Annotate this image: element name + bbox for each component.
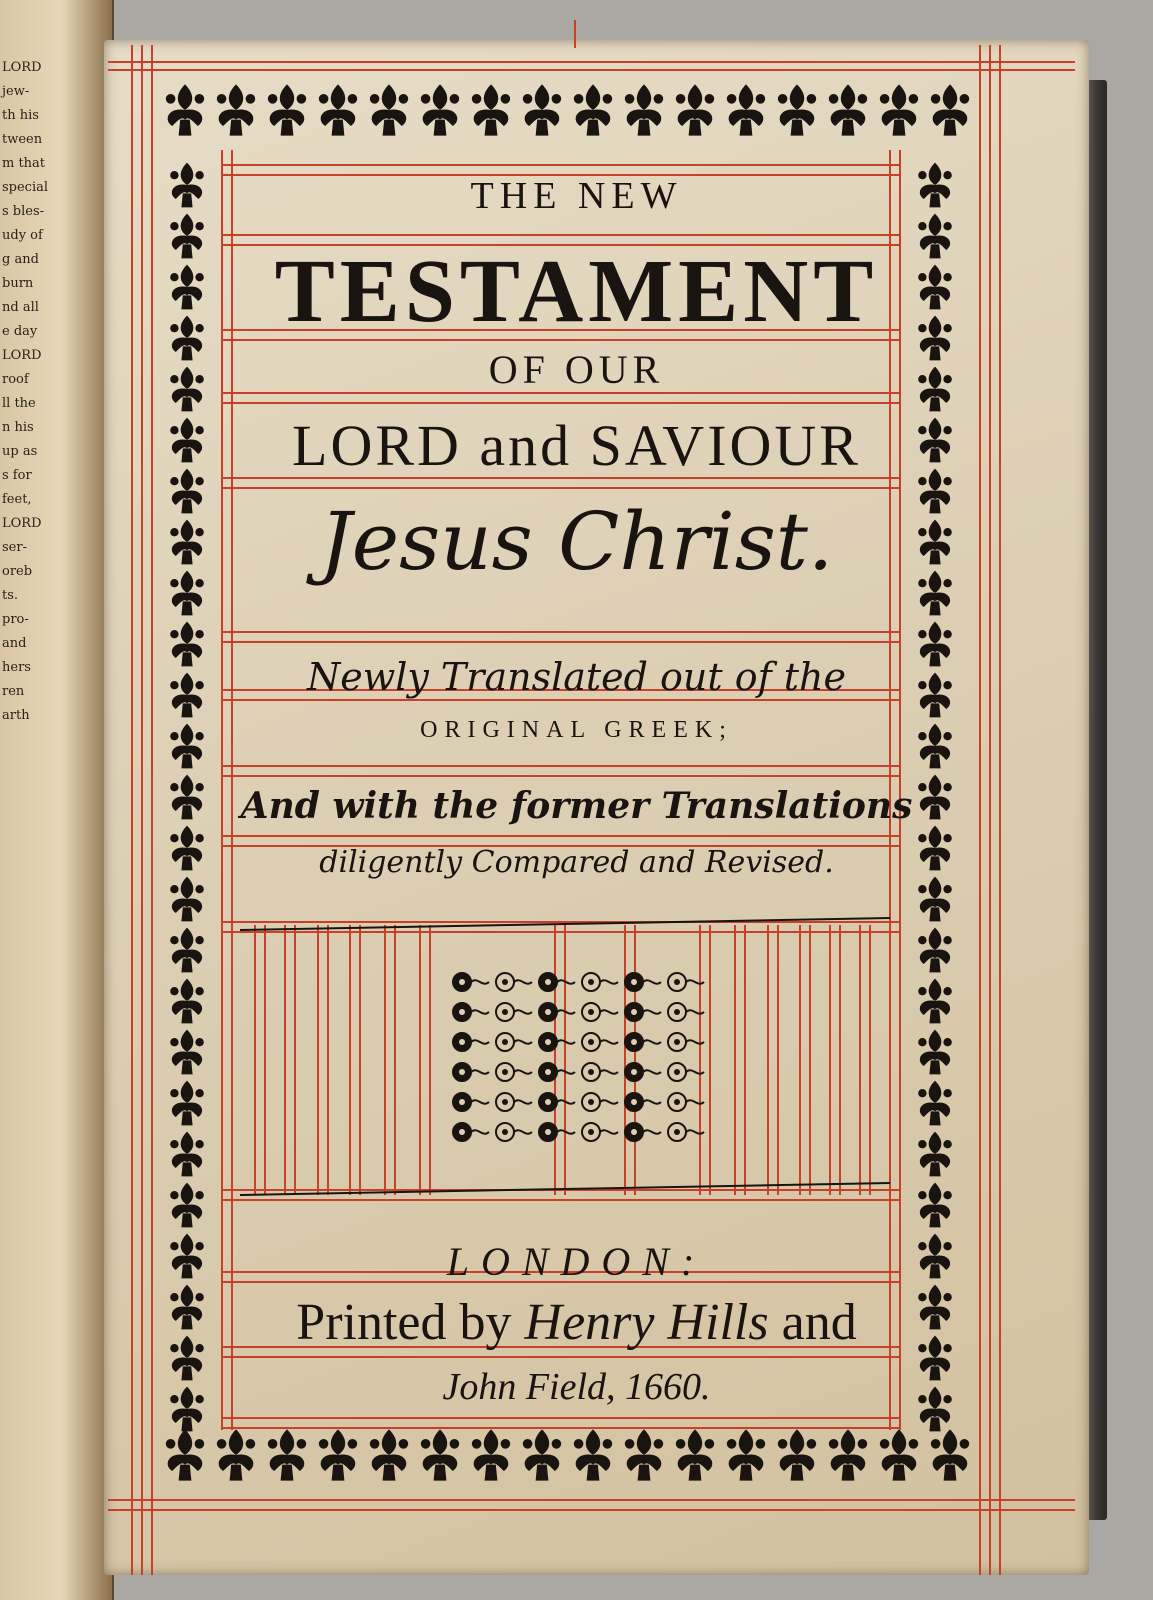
printers-device-knot-icon: [582, 973, 618, 991]
fleuron-ornament-icon: [574, 84, 612, 135]
left-page-text-fragment: LORD: [2, 60, 42, 75]
printers-device-knot-icon: [582, 1063, 618, 1081]
fleuron-ornament-icon: [472, 84, 510, 135]
left-page-text-fragment: e day: [2, 324, 38, 339]
fleuron-ornament-icon: [166, 1429, 204, 1480]
left-page-text-fragment: LORD: [2, 348, 42, 363]
fleuron-ornament-icon: [268, 84, 306, 135]
left-page-text-fragment: oreb: [2, 564, 33, 579]
fleuron-ornament-icon: [918, 877, 952, 922]
printers-device-knot-icon: [453, 1063, 489, 1081]
printers-device-knot-icon: [453, 1033, 489, 1051]
title-line-jesus-christ: Jesus Christ.: [319, 495, 834, 588]
fleuron-ornament-icon: [217, 1429, 255, 1480]
printers-device-knot-icon: [496, 1093, 532, 1111]
left-page-text-fragment: ll the: [2, 396, 36, 411]
fleuron-ornament-icon: [829, 1429, 867, 1480]
printers-device-knot-icon: [625, 1063, 661, 1081]
fleuron-ornament-icon: [676, 84, 714, 135]
fleuron-ornament-icon: [918, 928, 952, 973]
fleuron-ornament-icon: [727, 1429, 765, 1480]
left-page-text-fragment: ser-: [2, 540, 27, 555]
printers-device-knot-icon: [496, 1063, 532, 1081]
fleuron-ornament-icon: [625, 84, 663, 135]
fleuron-ornament-icon: [574, 1429, 612, 1480]
fleuron-ornament-icon: [727, 84, 765, 135]
fleuron-ornament-icon: [778, 84, 816, 135]
fleuron-ornament-icon: [931, 1429, 969, 1480]
printers-device-knot-icon: [625, 1003, 661, 1021]
printers-device-knot-icon: [625, 1033, 661, 1051]
fleuron-ornament-icon: [829, 84, 867, 135]
printers-device-knot-icon: [625, 973, 661, 991]
fleuron-ornament-icon: [370, 1429, 408, 1480]
printers-device-knot-icon: [582, 1123, 618, 1141]
left-page-text-fragment: special: [2, 180, 49, 195]
fleuron-ornament-icon: [472, 1429, 510, 1480]
fleuron-ornament-icon: [421, 1429, 459, 1480]
left-page-text-fragment: udy of: [2, 228, 43, 243]
imprint-printer-name: Henry Hills: [524, 1294, 769, 1351]
fleuron-ornament-icon: [217, 84, 255, 135]
printers-device-knot-icon: [539, 1003, 575, 1021]
fleuron-ornament-icon: [523, 84, 561, 135]
left-page-text-fragment: pro-: [2, 612, 29, 627]
title-line-of-our: OF OUR: [488, 347, 665, 392]
fleuron-ornament-icon: [170, 928, 204, 973]
left-page-text-fragment: roof: [2, 372, 29, 387]
fleuron-ornament-icon: [918, 1132, 952, 1177]
printers-device-knot-icon: [496, 1003, 532, 1021]
left-page-text-fragment: m that: [2, 156, 46, 171]
printers-device-knot-icon: [453, 1093, 489, 1111]
fleuron-ornament-icon: [268, 1429, 306, 1480]
printers-device-knot-icon: [668, 1123, 704, 1141]
left-page-text-fragment: s for: [2, 468, 32, 483]
printers-device-knot-icon: [496, 1033, 532, 1051]
printers-device-knot-icon: [668, 1063, 704, 1081]
printers-device-knot-icon: [668, 1033, 704, 1051]
left-page-text-fragment: s bles-: [2, 204, 45, 219]
fleuron-ornament-icon: [170, 1081, 204, 1126]
printers-device-knot-icon: [453, 1003, 489, 1021]
fleuron-ornament-icon: [523, 1429, 561, 1480]
printers-device-knot-icon: [453, 973, 489, 991]
printers-device-knot-icon: [539, 973, 575, 991]
left-page-text-fragment: hers: [2, 660, 31, 675]
left-page-text-fragment: tween: [2, 132, 43, 147]
left-page-text-fragment: and: [2, 636, 27, 651]
fleuron-ornament-icon: [625, 1429, 663, 1480]
printers-device-knot-icon: [539, 1063, 575, 1081]
fleuron-ornament-icon: [170, 1132, 204, 1177]
fleuron-ornament-icon: [170, 1183, 204, 1228]
printers-device-knot-icon: [668, 1093, 704, 1111]
fleuron-ornament-icon: [880, 84, 918, 135]
fleuron-ornament-icon: [170, 877, 204, 922]
fleuron-ornament-icon: [880, 1429, 918, 1480]
fleuron-ornament-icon: [170, 979, 204, 1024]
left-page-text-fragment: up as: [2, 444, 38, 459]
printers-device-knot-icon: [539, 1033, 575, 1051]
left-page-text-fragment: feet,: [2, 492, 32, 507]
subtitle-compared-revised: diligently Compared and Revised.: [319, 845, 834, 880]
left-page-text-fragment: nd all: [2, 300, 39, 315]
printers-device-knot-icon: [496, 1123, 532, 1141]
fleuron-ornament-icon: [421, 84, 459, 135]
imprint-printed-by-label: Printed by: [296, 1294, 512, 1351]
left-page-text-fragment: jew-: [2, 84, 30, 99]
fleuron-ornament-icon: [931, 84, 969, 135]
printers-device-knot-icon: [625, 1123, 661, 1141]
printers-device-knot-icon: [625, 1093, 661, 1111]
printers-device-knot-icon: [668, 973, 704, 991]
fleuron-ornament-icon: [319, 84, 357, 135]
printers-device-knot-icon: [539, 1093, 575, 1111]
fleuron-ornament-icon: [778, 1429, 816, 1480]
imprint-place: LONDON:: [446, 1239, 707, 1284]
title-line-the-new: THE NEW: [470, 175, 683, 217]
left-page-text-fragment: ts.: [2, 588, 19, 603]
fleuron-ornament-icon: [918, 1183, 952, 1228]
printers-device-knot-icon: [496, 973, 532, 991]
imprint-printer-and-date: John Field, 1660.: [442, 1366, 711, 1408]
fleuron-ornament-icon: [166, 84, 204, 135]
fleuron-ornament-icon: [370, 84, 408, 135]
subtitle-original-greek: ORIGINAL GREEK;: [420, 717, 733, 743]
fleuron-ornament-icon: [918, 1081, 952, 1126]
printers-device-knot-icon: [668, 1003, 704, 1021]
left-page-text-fragment: arth: [2, 708, 30, 723]
printers-device-knot-icon: [582, 1093, 618, 1111]
left-page-text-fragment: n his: [2, 420, 34, 435]
printers-device-knot-icon: [453, 1123, 489, 1141]
imprint-printed-by: [0, 1293, 1153, 1352]
left-page-text-fragment: LORD: [2, 516, 42, 531]
left-page-text-fragment: burn: [2, 276, 34, 291]
left-page-text-fragment: th his: [2, 108, 39, 123]
left-page-text-fragment: ren: [2, 684, 25, 699]
printers-device-knot-icon: [582, 1033, 618, 1051]
fleuron-ornament-icon: [170, 1030, 204, 1075]
printers-device-knot-icon: [539, 1123, 575, 1141]
fleuron-ornament-icon: [918, 1030, 952, 1075]
subtitle-newly-translated: Newly Translated out of the: [306, 655, 847, 699]
fleuron-ornament-icon: [676, 1429, 714, 1480]
subtitle-former-translations: And with the former Translations: [240, 785, 913, 827]
fleuron-ornament-icon: [319, 1429, 357, 1480]
printers-device-knot-icon: [582, 1003, 618, 1021]
fleuron-ornament-icon: [918, 979, 952, 1024]
imprint-and: and: [781, 1294, 857, 1351]
left-page-text-fragment: g and: [2, 252, 39, 267]
title-line-testament: TESTAMENT: [274, 242, 879, 341]
title-line-lord-and-saviour: LORD and SAVIOUR: [292, 413, 861, 478]
